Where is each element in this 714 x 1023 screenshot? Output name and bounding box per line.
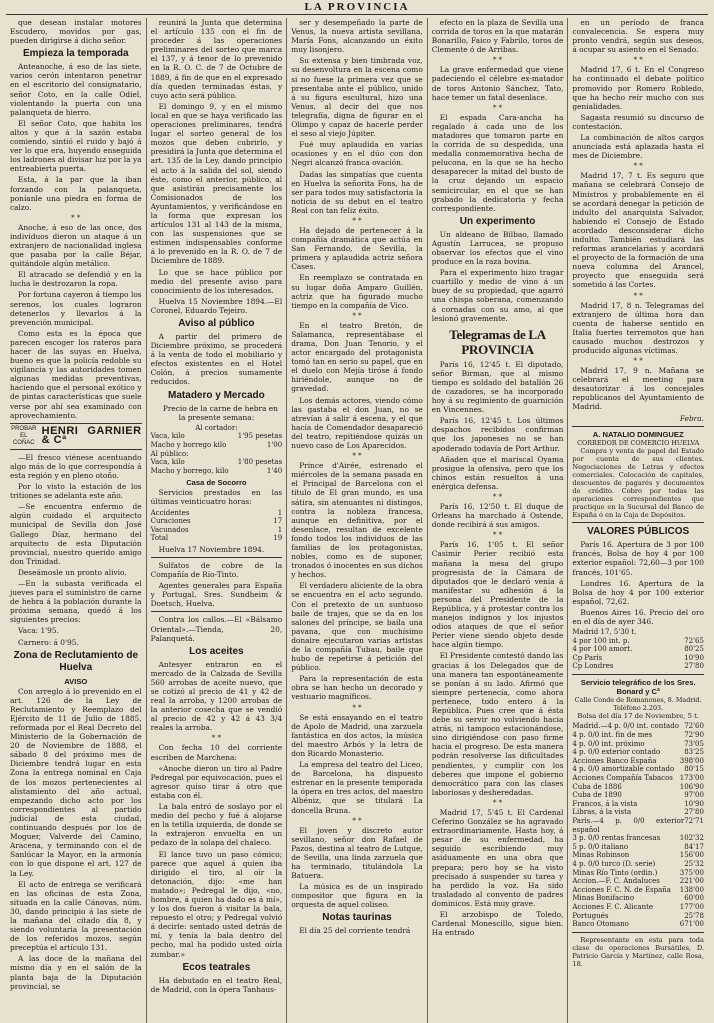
paragraph: Prince d'Airée, estrenado el miércoles de la semana pasada en el Principal de Barcelona con el título de El gran mundo, es una sátira, sin atenuantes ni distingos, contra la nobleza francesa, aunque en definitiva, por el desenlace, resultan de excelente fondo todos los individuos de las familias de los protagonistas, nobles, como es de suponer, tronados ó inocentes en sus dichos y hechos. [291,461,423,580]
divider [572,674,704,675]
row-label: Madrid.—4 p. 0/0 int. contado [572,722,679,731]
separator-stars: * * [352,311,362,320]
paragraph: A las doce de la mañana del mismo día y en el salón de la planta baja de la Diputación provincial, se [10,954,142,991]
divider [151,611,283,612]
paragraph: que desean instalar motores Escudero, movidos por gas, pueden dirigirse á dicho señor. [10,18,142,46]
headline-casa-socorro: Casa de Socorro [186,478,247,488]
paragraph: Ha debutado en el teatro Real, de Madrid, con la ópera Tanhaus- [150,975,283,994]
table-row: 4 por 100 amort. 80'25 [572,645,704,654]
table-row [572,791,704,800]
row-value: 177'00 [679,902,704,911]
headline-servicio-telegrafico: Servicio telegráfico de los Sres. Bonard y Cª [580,678,696,697]
separator-stars: * * [492,103,503,112]
row-value: 375'00 [679,868,704,877]
paragraph: La música es de un inspirado compositor que figura en la orquesta de aquel coliseo. [291,882,423,910]
table-row: Madrid 17, 5'30 t. [572,628,637,637]
masthead: LA PROVINCIA [6,0,708,15]
ad-broker-body: Compra y venta de papel del Estado por cuenta de sus clientes. Negociaciones de Letras y efectos comerciales. Colocación de capitales, descuentos de pagarés y documentos de crédito. Cobro por todas las operaciones correspondientes que practique en la Sucursal del Banco de España ó en la Caja de Depósitos. [572,447,704,520]
table-row: Cp Londres 27'80 [572,662,704,671]
paragraph: «Anoche dieron un tiro al Padre Pedregal por equivocación, pues el agresor quiso tirar á otro que estaba con él. [150,763,283,800]
table-row [572,765,704,774]
row-value: 27'80 [684,808,704,817]
row-value: 398'00 [679,756,704,765]
values-table [572,628,704,671]
row-label: 4 p. 0/0 int. próximo [572,739,645,748]
paragraph: Huelva 15 Noviembre 1894.—El Coronel, Eduardo Tejeiro. [150,296,283,315]
table-row: Total 19 [150,534,283,543]
separator-stars: * * [71,213,81,222]
paragraph: Lo que se hace público por medio del presente aviso para conocimiento de los interesados. [150,267,283,295]
row-label: 4 p. 0/0 turco (D. serie) [572,859,656,868]
headline-experimento: Un experimento [459,215,536,227]
row-value: 83'25 [684,748,704,757]
paragraph: París 16, 12'45 t. Los últimos despachos recibidos confirman que los japoneses no se han apoderado todavía de Port Arthur. [431,416,564,453]
ad-brand: HENRI GARNIER & Cª [41,425,142,447]
column-2 [147,18,288,1023]
column-5 [568,18,708,1023]
paragraph: Por fortuna cayeron á tiempo los serenos, los cuales lograron detenerlos y llevarlos á la prevención municipal. [10,290,142,327]
paragraph: Buenos Aires 16. Precio del oro en el día de ayer 346. [572,607,704,626]
paragraph: Representante en esta para toda clase de operaciones Bursátiles, D. Patricio García y Martínez, calle Rosa, 18. [572,935,704,968]
table-row: Vaca, kilo 1'80 pesetas [150,458,283,467]
table-row [572,740,704,749]
row-value: 156'00 [679,851,704,860]
paragraph: El lance tuvo un paso cómico; parece que aquel á quien iba dirigido el tiro, al oír la detonación, dijo: «me han matado»; Pedregal le dijo, «no, hombre, á quien ha dado es á mí», y los dos fueron á visitar la bala, repuesto el otro; y Pedregal volvió á decirle: sentado usted detrás de mí, y tenía la bala dentro del pecho, mal ha podido usted oírla zumbar.» [150,849,283,959]
table-row [572,912,704,921]
ad-caption: PROBAR EL COÑAC [11,425,37,446]
row-label: Acciones Compañía Tabacos [572,774,673,783]
paragraph: Con arreglo á lo prevenido en el art. 126 de la Ley de Reclutamiento y Reemplazo del Ejército de 11 de Julio de 1885, reformada por el Real Decreto del Ministerio de la Gobernación de 20 de Noviembre de 1888, el sábado 8 del próximo mes de Diciembre tendrá lugar en esta Zona la entrega nominal en Caja de los mozos pertenecientes al alistamiento del año actual, empezando dicho acto por los correspondientes al partido judicial de esta ciudad, continuando después por los de Moguer, Valverde del Camino, Aracena, y terminando con el de Sanlúcar la Mayor, en la armonía con lo que dispone el art. 127 de la Ley. [10,686,142,878]
row-value: 221'00 [679,877,704,886]
separator-stars: * * [352,816,362,825]
headline-valores-publicos: VALORES PÚBLICOS [587,526,690,538]
divider [151,557,283,558]
headline-aceites: Los aceites [189,645,244,657]
paragraph: Antesyer entraron en el mercado de la Calzada de Sevilla 560 arrobas de aceite nuevo, que se cotizó al precio de 41 y 42 de real la arroba, y 1200 arrobas de la anterior cosecha que se vendió al precio de 42 y 42 á 43 3/4 reales la arroba. [150,659,283,733]
paragraph: Como esta es la época que parecen escoger los rateros para hacer de las suyas en Huelva, bueno es que la policía redoble su vigilancia y las autoridades tomen algunas medidas preventivas, haciendo que el personal exótico y de pintas características que suele verse por ahí sea examinado con aprovechamiento. [10,328,142,420]
row-label: Minas Río Tinto (ordin.) [572,868,658,877]
separator-stars: * * [633,56,643,65]
table-row [572,886,704,895]
row-label: Francos, á la vista [572,799,638,808]
separator-stars: * * [352,703,362,712]
table-row [572,851,704,860]
paragraph: El joven y discreto autor sevillano, señor don Rafael de Pazos, destina al teatro de Lutque, de Sevilla, una linda zarzuela que ha terminado, titulándola La Batuera. [291,825,423,881]
separator-stars: * * [633,357,643,366]
table-row: 4 por 100 int. p. 72'65 [572,636,704,645]
paragraph: En reemplazo se contratada en su lugar doña Amparo Guillén, actriz que ha figurado mucho tiempo en la compañía de Vico. [291,273,423,310]
paragraph: en un período de franca convalecencia. Se espera muy pronto vendrá, según sus deseos, á ocupar su asiento en el Senado. [572,18,704,55]
table-row [572,869,704,878]
ad-broker-name: A. NATALIO DOMINGUEZ [592,429,684,439]
table-row [572,808,704,817]
paragraph: Los demás actores, viendo cómo las gastaba el don Juan, no se atrevían á salir á escena, y el que hacía de Comendador desapareció del teatro, repitiéndose quizás un nuevo caso de Los Aparecidos. [291,395,423,451]
services-table [151,509,283,543]
paragraph: El acto de entrega se verificará en las oficinas de esta Zona, situada en la calle Cánovas, núm. 30, dando principio á las siete de la mañana del citado día 8, y siendo voluntaria la presentación de los referidos mozos, según preceptúa el artículo 131. [10,879,142,953]
paragraph: Precio de la carne de hebra en la presente semana: [162,403,278,422]
paragraph: Para la representación de esta obra se han hecho un decorado y vestuario magníficos. [291,674,423,702]
paragraph: Anoche, á eso de las once, dos individuos dieron un ataque á un extranjero de nacionalidad inglesa que pasaba por la calle Béjar, quitándole algún metálico. [10,222,142,269]
headline-ecos-teatrales: Ecos teatrales [182,961,251,973]
signature: Febra. [679,413,704,423]
row-label: Acciones F. C. Alicante [572,902,654,911]
paragraph: Anteanoche, á eso de las siete, varios cerón intentaron penetrar en el escritorio del consignatario, señor Coto, en la calle Odiel, violentando la puerta con una palanqueta de hierro. [10,62,142,117]
row-value: 25'78 [684,911,704,920]
paragraph: Con fecha 10 del corriente escriben de Marchena: [150,743,283,762]
row-label: Acciones Banco España [572,756,657,765]
paragraph: Sulfatos de cobre de la Compañía de Río-Tinto. [150,560,283,580]
table-row: Curaciones 17 [150,517,283,526]
separator-stars: * * [633,162,643,171]
paragraph: El atracado se defendió y en la lucha le destrozaron la ropa. [10,270,142,289]
row-label: Cuba de 1890 [572,791,622,800]
table-row [572,903,704,912]
row-value: 106'90 [679,782,704,791]
ad-broker-sub: CORREDOR DE COMERCIO HUELVA [577,438,700,447]
paragraph: Servicios prestados en las últimas veinticuatro horas: [150,488,283,507]
table-row [572,783,704,792]
headline-notas-taurinas: Notas taurinas [322,912,392,924]
paragraph: Sagasta resumió su discurso de contestación. [572,112,704,131]
paragraph: ser y desempeñado la parte de Venus, la nueva artista sevillana, María Fons, alcanzando un éxito muy lisonjero. [291,18,423,55]
row-label: Cuba de 1886 [572,782,622,791]
row-value: 84'17 [684,842,704,851]
paragraph: El Presidente contestó dando las gracias á los Delegados que de una manera tan espontáneamente se ponían á su lado. Afirmó que siempre pertenecía, como ahora pertenece, todo entero á la República. Pues cree que á ésta debe su servir no volviendo hacia atrás, ni tampoco estacionándose, sino dirigiéndose con paso firme hacia el progreso. De esta manera podrán resolverse las dificultades pendientes, y cumplir con los deberes que impone el gobierno democrático para con las clases laboriosas y desheredadas. [431,651,564,797]
table-row [572,774,704,783]
paragraph: El día 25 del corriente tendrá [299,926,411,936]
column-3 [287,18,428,1023]
headline-aviso-publico: Aviso al público [178,318,255,329]
paragraph: Se está ensayando en el teatro de Apolo de Madrid, una zarzuela fantástica en dos actos, la música del maestro Arbós y la letra de don Ricardo Monasterio. [291,712,423,758]
row-label: Accion.—F. C. Andaluces [572,877,660,886]
paragraph: Madrid 17, 9 n. Mañana se celebrará el meeting para desautorizar á los concejales republicanos del Ayuntamiento de Madrid. [572,366,704,412]
paragraph: El espada Cara-ancha ha regalado á cada uno de los matadores que tomaron parte en la corrida de su despedida, una medalla conmemorativa hecha de pelucona, en la que se ha hecho desaparecer la mitad del busto de la cruz dejando un espacio semicircular, en el que se han grabado la dedicatoria y fecha correspondiente. [431,112,564,213]
row-label: Acciones F. C. N. de España [572,885,671,894]
table-row [572,748,704,757]
row-value: 73'05 [684,739,704,748]
paragraph: efecto en la plaza de Sevilla una corrida de toros en la que matarán Bonarillo, Faico y Fabrilo, toros de Clemente ó de Arribas. [431,18,564,55]
row-value: 72'90 [684,731,704,740]
row-value: 25'32 [684,859,704,868]
table-row: Cp París 10'90 [572,653,704,662]
subheadline: Calle Conde de Romanones, 8. Madrid. Teléfono 2.203. [574,696,702,712]
paragraph: Carnero: á 0'95. [18,637,79,647]
paragraph: Ha dejado de pertenecer á la compañía dramática que actúa en San Fernando, de Sevilla, la primera y aplaudida actriz señora Cases. [291,225,423,272]
table-row [572,834,704,843]
row-label: 5 p. 0/0 italiano [572,842,629,851]
paragraph: Contra los callos.—El «Bálsamo Oriental».—Tienda, 20, Palanquetá. [150,615,283,643]
paragraph: Madrid 17, 6 t. En el Congreso ha continuado el debate político promovido por Romero Robledo, que ha hecho reír mucho con sus genialidades. [572,65,704,111]
headline-empieza-temporada: Empieza la temporada [23,48,129,60]
separator-stars: * * [492,493,503,502]
paragraph: París 16, 12'50 t. El duque de Orleans ha marchado á Ostende, donde recibirá á sus amigos. [431,502,564,530]
row-label: 4 p. 0/0 exterior contado [572,748,661,757]
paragraph: París 16, 1'05 t. El señor Casimir Perier recibió esta mañana la mesa del grupo progresista de la Cámara de diputados que le declaró venía á manifestar su adhesión á la persona del Presidente de la República, y á protestar contra los manejos indignos y los injustos odios ataques de que el señor Perier viene siendo objeto desde hace algún tiempo. [431,540,564,650]
paragraph: Para el experimento hizo tragar cuartillo y medio de vino á un buey de su propiedad, que agarró una chispa soberana, comenzando á cornadas con su amo, al que lesionó gravemente. [431,268,564,323]
headline-matadero: Matadero y Mercado [168,389,265,401]
table-row [572,843,704,852]
separator-stars: * * [492,798,503,807]
paragraph: El verdadero aliciente de la obra se encuentra en el acto segundo. Con el pretexto de un suntuoso baile de trajes, que se da en los salones del príncipe, se baila una pavana, que con muchísimo donaire ejecutaron varias artistas de la compañía Tubau, baile que hubo de repetirse á petición del público. [291,581,423,673]
table-row: Macho y borrego, kilo 1'40 [150,466,283,475]
paragraph: La combinación de altos cargos anunciada está aplazada hasta el mes de Diciembre. [572,133,704,161]
paragraph: Dadas las simpatías que cuenta en Huelva la señorita Fons, ha de ser para todos muy satisfactoria la noticia de su debut en el teatro Real con tan feliz éxito. [291,169,423,215]
paragraph: Esta, á la par que la iban forzando con la palanqueta, poníanle una piedra en forma de calzo. [10,175,142,212]
paragraph: Agentes generales para España y Portugal, Sres. Sundheim & Doetsch, Huelva. [150,581,283,609]
subheadline-aviso: AVISO [64,676,88,686]
meat-price-table [151,424,283,476]
row-value: 72'60 [684,722,704,731]
separator-stars: * * [492,56,503,65]
paragraph: Madrid 17, 7 t. Es seguro que mañana se celebrará Consejo de Ministros y probablemente en él se acordará denegar la petición de indulto del anarquista Salvador, habiendo el Consejo de Estado acordado desconsiderar dicho indulto. También estudiará las reformas arancelarias y acordará el proyecto de la formación de una nueva columna del Arancel, proyecto que enseguida será sometido á las Cortes. [572,171,704,290]
paragraph: Por lo visto la estación de los tritiones se adelanta este año. [10,482,142,501]
paragraph: Deseámosle un pronto alivio. [18,567,127,577]
paragraph: Londres 16. Apertura de la Bolsa de hoy 4 por 100 exterior español, 72,62. [572,578,704,606]
row-label: Minas Robinson [572,851,630,860]
row-value: 60'00 [684,894,704,903]
paragraph: Su extensa y bien timbrada voz, su desenvoltura en la escena como si no fuese la primera vez que se presentaba ante el público, unido á su figura escultural, hizo una Venus, al decir del que nos telegrafía, digna de figurar en el Olimpo y capaz de hacerle perder el seso al viejo Júpiter. [291,56,423,139]
paragraph: A partir del primero de Diciembre próximo, se procederá á la venta de todo el mobiliario y efectos existentes en el Hotel Colón, á precios sumamente reducidos. [150,332,283,387]
headline-zona-reclutamiento: Zona de Reclutamiento de Huelva [13,649,139,673]
column-4 [428,18,569,1023]
table-row [572,860,704,869]
divider [572,932,704,933]
paragraph: El arzobispo de Toledo, Cardenal Monescillo, sigue bien. Ha entrado [431,909,564,938]
paragraph: —En la subasta verificada el jueves para el suministro de carne de hebra á la población durante la próxima semana, quedó á los siguientes precios: [10,578,142,625]
row-value: 72'71 [684,816,704,825]
paragraph: El domingo 9, y en el mismo local en que se haya verificado las operaciones preliminares, tendrá lugar el sorteo general de los mozos que deben cubrirlo, y presidirá la Junta que determina el art. 135 de la Ley, dando principio el acto á la salida del sol, siendo éste, como el anterior, público, al que asistirán precisamente los Comisionados de los Ayuntamientos, y verificándose en la forma que expresan los artículos 131 al 143 de la misma, con las suspensiones que se estimen indispensables conforme á lo prevenido en la R. O. de 7 de Diciembre de 1889. [150,101,283,266]
row-value: 671'00 [679,920,704,929]
paragraph: —El fresco viénese acentuando algo más de lo que correspondía á esta región y en pleno otoño. [10,452,142,480]
columns [6,15,708,1023]
paragraph: París 16, 12'45 t. El diputado, señor Birman, que al mismo tiempo es soldado del batallón 26 de cazadores, se ha incorporado hoy á su regimiento de guarnición en Vincennes. [431,359,564,415]
paragraph: La bala entró de soslayo por el medio del pecho y fué á alojarse en la tetilla izquierda, de donde se la extrajeron envuelta en un pedazo de la solapa del chaleco. [150,802,283,848]
paragraph: Vaca: 1'95. [18,626,59,636]
table-row [572,817,704,834]
paragraph: La empresa del teatro del Liceo, de Barcelona, ha dispuesto estrenar en la presente temporada la ópera en tres actos, del maestro Albéniz, que se titulará La doncella Bruna. [291,760,423,815]
table-row [572,877,704,886]
paragraph: El señor Coto, que habita los altos y que á la sazón estaba comiendo, sintió el ruido y bajó á ver lo que era, huyendo enseguida los ladrones al divisar luz por la ya entreabierta puerta. [10,118,142,174]
headline-telegramas: Telegramas de LA PROVINCIA [449,326,546,357]
row-label: París.—4 p. 0/0 exterior español [572,816,685,834]
column-1 [6,18,147,1023]
paragraph: reunirá la Junta que determina el artículo 135 con el fin de proceder á las operaciones preliminares del sorteo que marca el 137, y á tenor de lo prevenido en la R. O. C. de 7 de Octubre de 1889, á fin de que en el expresado día queden terminadas éstas, y cuyo acto será público. [150,18,283,100]
table-row: Vaca, kilo 1'95 pesetas [150,432,283,441]
paragraph: París 16. Apertura de 3 por 100 francés, Bolsa de hoy 4 por 100 exterior español: 72,60—3 por 100 francés, 101'65. [572,540,704,577]
table-row: Accidentes 1 [150,508,283,517]
table-row: Macho y borrego kilo 1'00 [150,440,283,449]
paragraph: Fué muy aplaudida en varias ocasiones y en el dúo con don Negri alcanzó franca ovación. [291,140,423,168]
separator-stars: * * [352,452,362,461]
table-row [572,800,704,809]
table-row [572,722,704,731]
bolsa-table [572,722,704,928]
paragraph: Madrid 17, 5'45 t. El Cardenal Ceferino González se ha agravado extraordinariamente. Hasta hoy, á pesar de su enfermedad, ha seguido escribiendo muy asiduamente en una obra que prepara; pero hoy se ha visto precisado á suspender su tarea y ha perdido la voz. Ha sido trasladado al convento de padres dominicos. Está muy grave. [431,807,564,908]
paragraph: Huelva 17 Noviembre 1894. [158,544,265,554]
row-label: 3 p. 0/0 rentas francesas [572,834,661,843]
paragraph: La grave enfermedad que viene padeciendo el célebre ex-matador de toros Antonio Sánchez, Tato, hace temer un fatal desenlace. [431,65,564,102]
paragraph: —Se encuentra enfermo de algún cuidado el arquitecto municipal de Sevilla don José Gallego Díaz, hermano del arquitecto de esta Diputación provincial, nuestro querido amigo don Trinidad. [10,502,142,566]
row-value: 173'00 [679,774,704,783]
divider [572,426,704,427]
separator-stars: * * [492,531,503,540]
separator-stars: * * [352,216,362,225]
row-label: Minas Bonifacino [572,894,635,903]
paragraph: Añaden que el mariscal Oyama prosigue la ofensiva, pero que los chinos están resueltos á una enérgica defensa. [431,454,564,491]
table-row: Al público: [150,449,189,458]
table-header: Bolsa del día 17 de Noviembre, 5 t. [577,712,699,721]
separator-stars: * * [633,291,643,300]
divider [572,522,704,523]
table-row [572,757,704,766]
table-row [572,894,704,903]
row-value: 80'15 [684,765,704,774]
row-label: Portugués [572,911,609,920]
table-row [572,731,704,740]
row-value: 10'90 [684,799,704,808]
table-row [572,920,704,929]
paragraph: Madrid 17, 8 n. Telegramas del extranjero de última hora dan cuenta de haberse sentido en Italia fuertes terremotos que han causado muchos destrozos y producido algunas víctimas. [572,300,704,355]
row-value: 138'00 [679,885,704,894]
table-header: Al cortador: [195,423,238,432]
row-label: 4 p. 0/0 amortizable contado [572,765,675,774]
row-label: Banco Otomano [572,920,629,929]
row-label: Libras, á la vista [572,808,632,817]
paragraph: En el teatro Bretón, de Salamanca, representábase el drama, Don Juan Tenorio, y el actor encargado del protagonista tomó tan en serio su papel, que en el duelo con Mejía tiróse á fondo hiriéndole, aunque no de gravedad. [291,320,423,394]
table-row: Vacunados 1 [150,525,283,534]
row-value: 102'32 [679,834,704,843]
paragraph: Un aldeano de Bilbao, llamado Agustín Larrucea, se propuso observar los efectos que el vino produce en la raza bovina. [431,229,564,267]
row-value: 97'00 [684,791,704,800]
row-label: 4 p. 0/0 int. fin de mes [572,731,653,740]
separator-stars: * * [211,734,221,743]
advertisement-cognac [10,423,142,450]
